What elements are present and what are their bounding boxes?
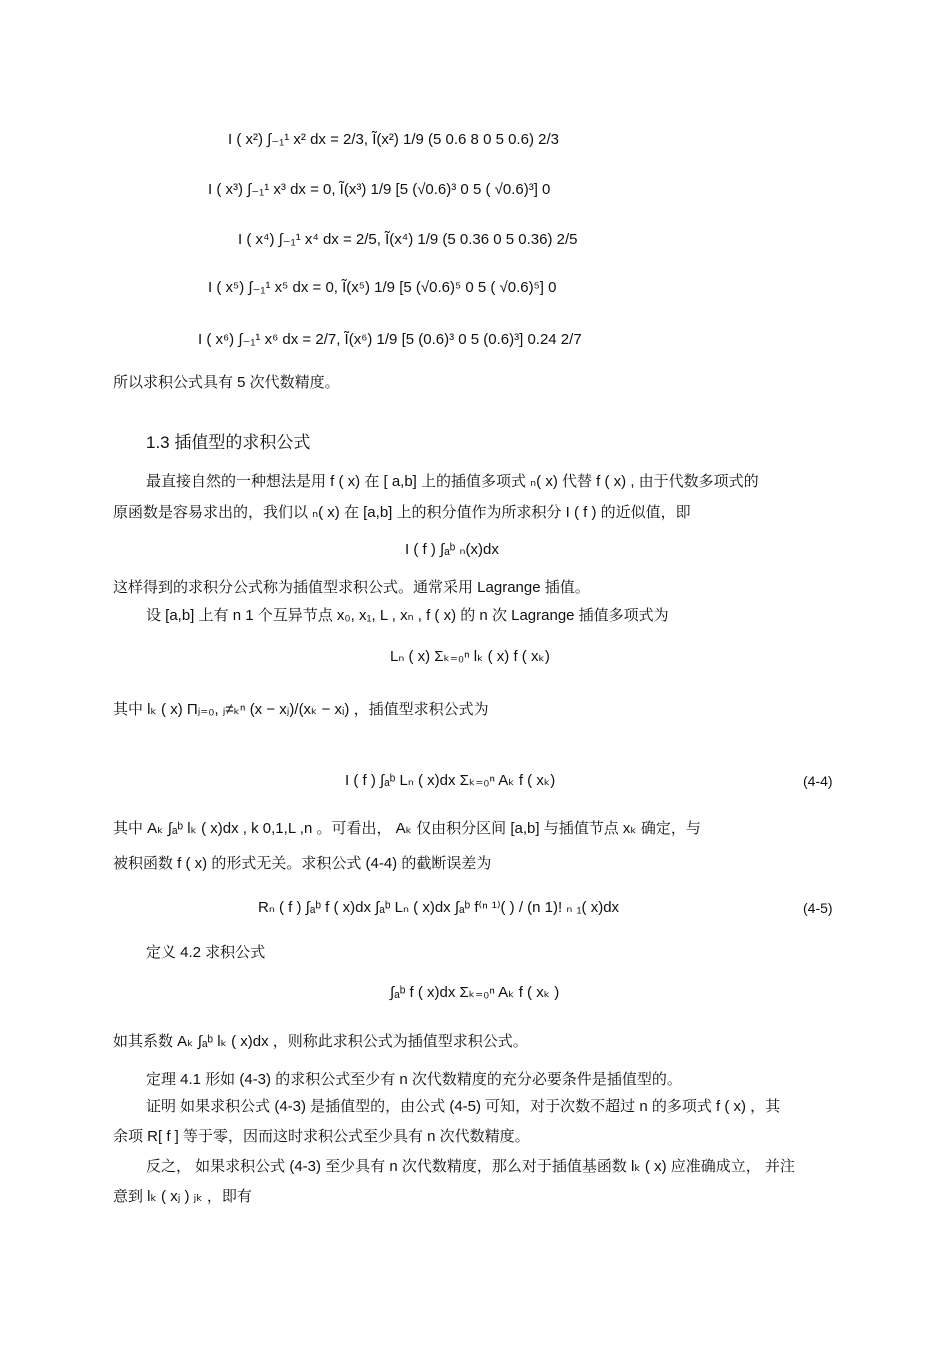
- paragraph-2: 这样得到的求积分公式称为插值型求积公式。通常采用 Lagrange 插值。: [113, 579, 590, 596]
- section-title: 1.3 插值型的求积公式: [146, 433, 311, 452]
- equation-number-4-5: (4-5): [803, 900, 833, 916]
- exactness-check-x6: I ( x⁶) ∫₋₁¹ x⁶ dx = 2/7, Ĩ(x⁶) 1/9 [5 (0.6)³ 0 5 (0.6)³] 0.24 2/7: [198, 331, 582, 348]
- equation-error: Rₙ ( f ) ∫ₐᵇ f ( x)dx ∫ₐᵇ Lₙ ( x)dx ∫ₐᵇ f⁽ⁿ ¹⁾( ) / (n 1)! ₙ ₁( x)dx: [258, 899, 620, 916]
- definition-heading: 定义 4.2 求积公式: [146, 944, 266, 961]
- definition-condition: 如其系数 Aₖ ∫ₐᵇ lₖ ( x)dx ，则称此求积公式为插值型求积公式。: [113, 1033, 528, 1050]
- proof-line-2: 余项 R[ f ] 等于零，因而这时求积公式至少具有 n 次代数精度。: [113, 1128, 530, 1145]
- paragraph-3: 设 [a,b] 上有 n 1 个互异节点 x₀, x₁, L , xₙ , f ( x) 的 n 次 Lagrange 插值多项式为: [146, 607, 669, 624]
- coefficient-definition: 其中 Aₖ ∫ₐᵇ lₖ ( x)dx , k 0,1,L ,n 。可看出， Aₖ 仅由积分区间 [a,b] 与插值节点 xₖ 确定，与: [113, 820, 701, 837]
- exactness-check-x3: I ( x³) ∫₋₁¹ x³ dx = 0, Ĩ(x³) 1/9 [5 (√0.6)³ 0 5 ( √0.6)³] 0: [208, 181, 551, 198]
- exactness-check-x2: I ( x²) ∫₋₁¹ x² dx = 2/3, Ĩ(x²) 1/9 (5 0.6 8 0 5 0.6) 2/3: [228, 131, 559, 148]
- equation-number-4-4: (4-4): [803, 773, 833, 789]
- conclusion-text: 所以求积公式具有 5 次代数精度。: [113, 374, 340, 391]
- converse-line-1: 反之， 如果求积公式 (4-3) 至少具有 n 次代数精度，那么对于插值基函数 lₖ ( x) 应准确成立， 并注: [146, 1158, 795, 1175]
- exactness-check-x5: I ( x⁵) ∫₋₁¹ x⁵ dx = 0, Ĩ(x⁵) 1/9 [5 (√0.6)⁵ 0 5 ( √0.6)⁵] 0: [208, 279, 557, 296]
- error-paragraph: 被积函数 f ( x) 的形式无关。求积公式 (4-4) 的截断误差为: [113, 855, 492, 872]
- equation-interpolation-integral: I ( f ) ∫ₐᵇ ₙ(x)dx: [405, 541, 499, 558]
- theorem-statement: 定理 4.1 形如 (4-3) 的求积公式至少有 n 次代数精度的充分必要条件是插值型的。: [146, 1071, 682, 1088]
- paragraph-1-line-1: 最直接自然的一种想法是用 f ( x) 在 [ a,b] 上的插值多项式 ₙ( x) 代替 f ( x) , 由于代数多项式的: [146, 473, 759, 490]
- exactness-check-x4: I ( x⁴) ∫₋₁¹ x⁴ dx = 2/5, Ĩ(x⁴) 1/9 (5 0.36 0 5 0.36) 2/5: [238, 231, 578, 248]
- basis-definition: 其中 lₖ ( x) Πⱼ₌₀, ⱼ≠ₖⁿ (x − xⱼ)/(xₖ − xᵢ) ，插值型求积公式为: [113, 701, 489, 718]
- equation-lagrange: Lₙ ( x) Σₖ₌₀ⁿ lₖ ( x) f ( xₖ): [390, 648, 550, 665]
- paragraph-1-line-2: 原函数是容易求出的，我们以 ₙ( x) 在 [a,b] 上的积分值作为所求积分 I ( f ) 的近似值，即: [113, 504, 691, 521]
- equation-quadrature: I ( f ) ∫ₐᵇ Lₙ ( x)dx Σₖ₌₀ⁿ Aₖ f ( xₖ): [345, 772, 556, 789]
- equation-definition: ∫ₐᵇ f ( x)dx Σₖ₌₀ⁿ Aₖ f ( xₖ ): [390, 984, 560, 1001]
- converse-line-2: 意到 lₖ ( xⱼ ) ⱼₖ ，即有: [113, 1188, 252, 1205]
- proof-line-1: 证明 如果求积公式 (4-3) 是插值型的，由公式 (4-5) 可知，对于次数不超过 n 的多项式 f ( x) ，其: [146, 1098, 781, 1115]
